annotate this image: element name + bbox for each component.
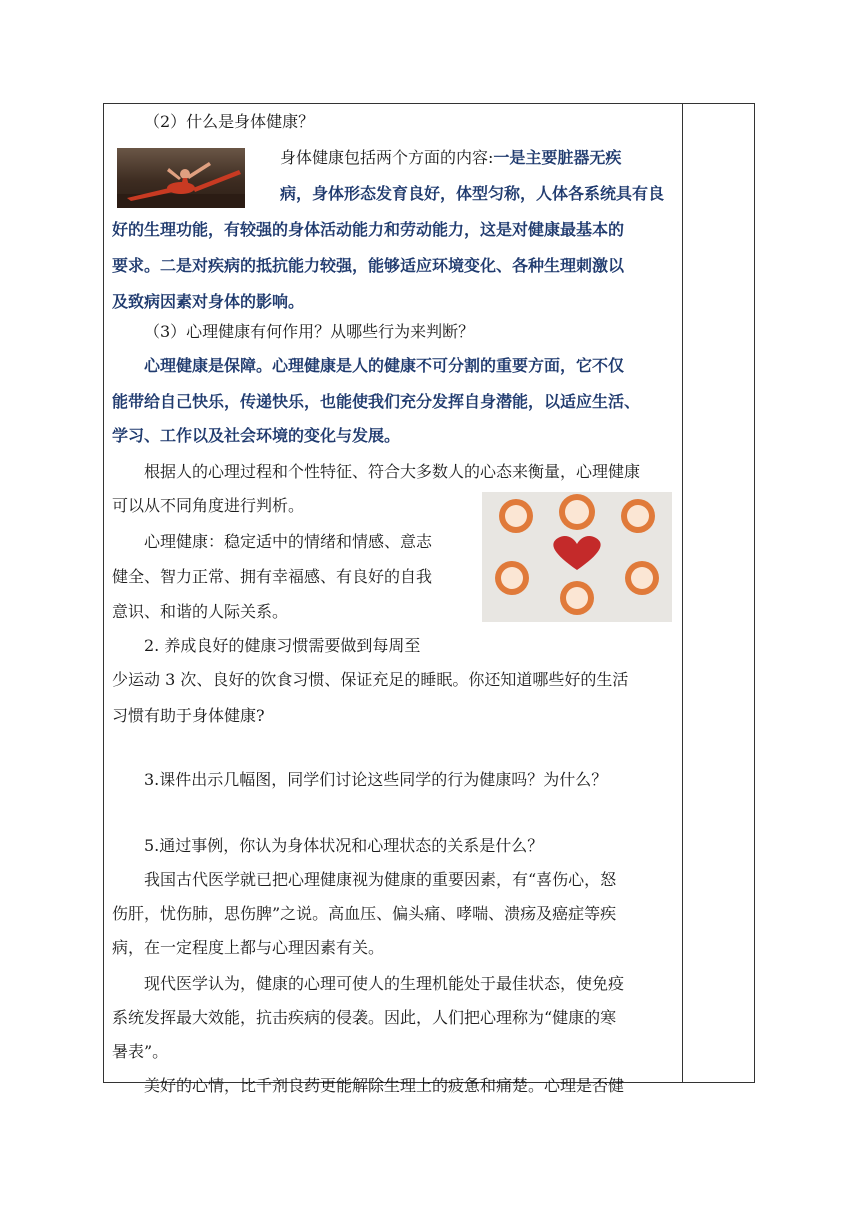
paragraph-line: 健全、智力正常、拥有幸福感、有良好的自我 <box>112 567 433 586</box>
paragraph-line: 好的生理功能，有较强的身体活动能力和劳动能力，这是对健康最基本的 <box>112 220 625 239</box>
paragraph-line: 及致病因素对身体的影响。 <box>112 292 305 311</box>
paragraph-line: 学习、工作以及社会环境的变化与发展。 <box>112 426 401 445</box>
question-3: （3）心理健康有何作用？从哪些行为来判断？ <box>144 322 475 341</box>
paragraph-line: 心理健康是保障。心理健康是人的健康不可分割的重要方面，它不仅 <box>144 356 625 375</box>
paragraph-line: 病，身体形态发育良好，体型匀称，人体各系统具有良 <box>280 184 665 203</box>
column-divider <box>682 104 683 1082</box>
paragraph-line: 习惯有助于身体健康? <box>112 706 265 725</box>
lesson-table <box>103 103 755 1095</box>
heart-flower-icon <box>482 492 672 622</box>
paragraph-line: 暑表”。 <box>112 1042 169 1061</box>
mental-health-diagram <box>482 492 672 622</box>
paragraph-line: 能带给自己快乐，传递快乐，也能使我们充分发挥自身潜能，以适应生活、 <box>112 392 641 411</box>
paragraph-line: 根据人的心理过程和个性特征、符合大多数人的心态来衡量，心理健康 <box>144 462 641 481</box>
question-2: （2）什么是身体健康？ <box>144 112 315 131</box>
item-2: 2. 养成良好的健康习惯需要做到每周至 <box>144 636 421 655</box>
item-5: 5.通过事例，你认为身体状况和心理状态的关系是什么？ <box>144 836 544 855</box>
paragraph-line: 要求。二是对疾病的抵抗能力较强，能够适应环境变化、各种生理刺激以 <box>112 256 625 275</box>
paragraph-line: 现代医学认为，健康的心理可使人的生理机能处于最佳状态，使免疫 <box>144 974 625 993</box>
paragraph-line: 系统发挥最大效能，抗击疾病的侵袭。因此，人们把心理称为“健康的寒 <box>112 1008 617 1027</box>
paragraph-line <box>280 148 621 168</box>
paragraph-line: 可以从不同角度进行判析。 <box>112 496 305 515</box>
paragraph-line: 少运动 3 次、良好的饮食习惯、保证充足的睡眠。你还知道哪些好的生活 <box>112 670 629 689</box>
paragraph-line: 意识、和谐的人际关系。 <box>112 602 289 621</box>
gymnast-figure <box>117 148 245 208</box>
paragraph-line: 伤肝，忧伤肺，思伤脾”之说。高血压、偏头痛、哮喘、溃疡及癌症等疾 <box>112 904 617 923</box>
paragraph-line: 病，在一定程度上都与心理因素有关。 <box>112 938 385 957</box>
item-3: 3.课件出示几幅图，同学们讨论这些同学的行为健康吗？为什么？ <box>144 770 608 789</box>
emphasis-span: 一是主要脏器无疾 <box>493 148 622 167</box>
paragraph-line: 我国古代医学就已把心理健康视为健康的重要因素，有“喜伤心，怒 <box>144 870 617 889</box>
text-span: 身体健康包括两个方面的内容: <box>280 148 494 167</box>
paragraph-line: 心理健康：稳定适中的情绪和情感、意志 <box>144 532 433 551</box>
gymnast-photo <box>117 148 245 208</box>
paragraph-line: 美好的心情，比千剂良药更能解除生理上的疲惫和痛楚。心理是否健 <box>144 1076 625 1095</box>
